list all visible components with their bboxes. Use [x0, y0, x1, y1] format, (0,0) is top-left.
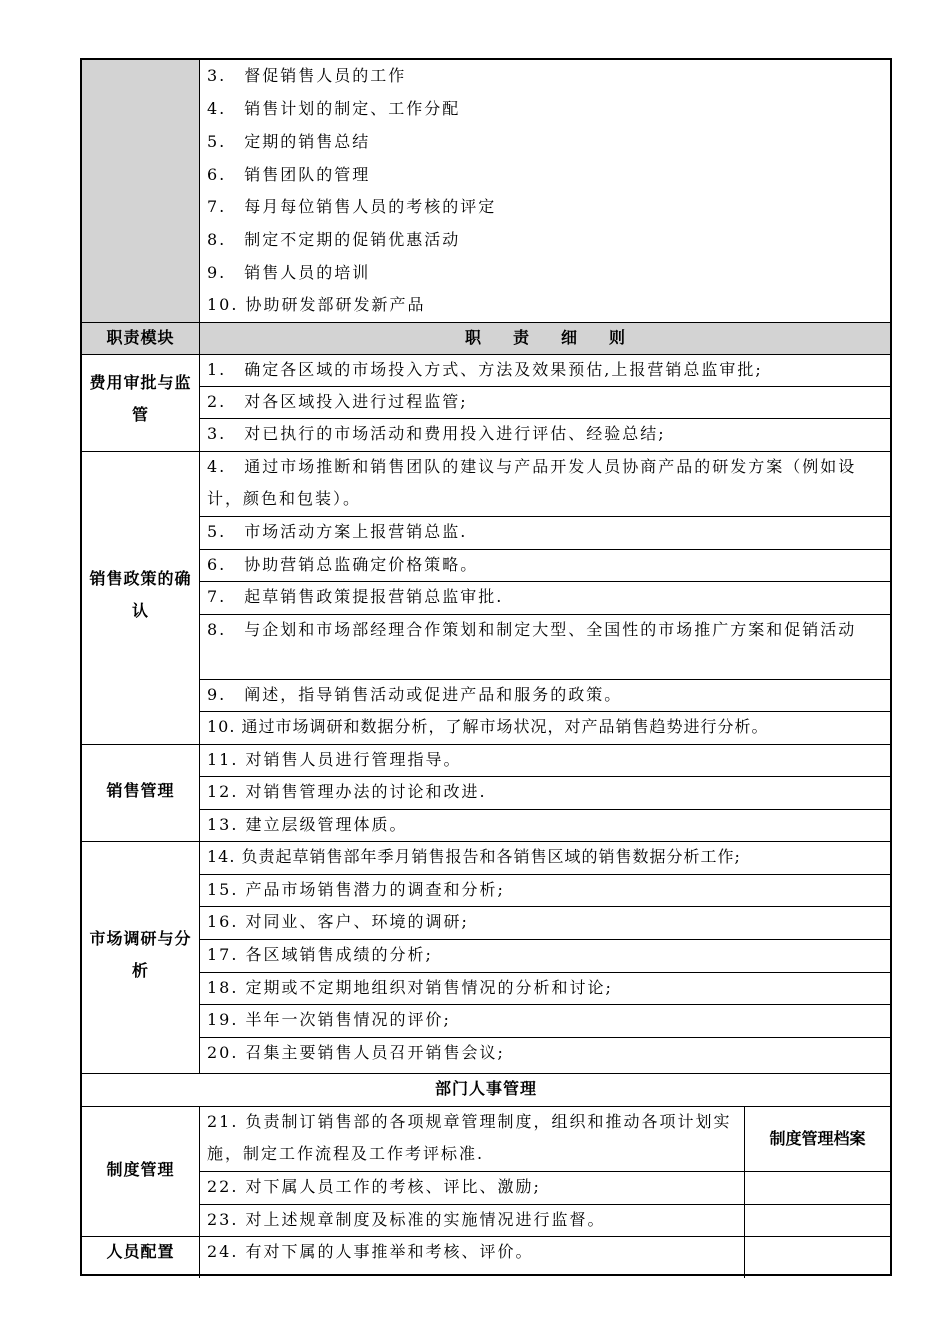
item-divider: [200, 1171, 890, 1172]
policy-item: 7. 起草销售政策提报营销总监审批.: [207, 587, 504, 606]
research-item: 19. 半年一次销售情况的评价;: [207, 1010, 451, 1029]
top-item: 4. 销售计划的制定、工作分配: [207, 99, 461, 118]
item-divider: [200, 939, 890, 940]
item-divider: [200, 386, 890, 387]
item-divider: [200, 711, 890, 712]
item-divider: [200, 614, 890, 615]
top-module-cell: [82, 60, 199, 322]
research-item: 14. 负责起草销售部年季月销售报告和各销售区域的销售数据分析工作;: [207, 847, 741, 866]
research-item: 20. 召集主要销售人员召开销售会议;: [207, 1043, 505, 1062]
item-divider: [200, 1004, 890, 1005]
row-divider: [82, 1236, 890, 1237]
row-divider: [82, 322, 890, 323]
module-fee: 费用审批与监管: [89, 373, 192, 424]
fee-item: 2. 对各区域投入进行过程监管;: [207, 392, 468, 411]
research-item: 17. 各区域销售成绩的分析;: [207, 945, 433, 964]
item-divider: [200, 516, 890, 517]
policy-item: 5. 市场活动方案上报营销总监.: [207, 522, 468, 541]
item-divider: [200, 972, 890, 973]
item-divider: [200, 1037, 890, 1038]
module-system: 制度管理: [106, 1160, 175, 1179]
policy-item: 4. 通过市场推断和销售团队的建议与产品开发人员协商产品的研发方案（例如设计，颜色和包装）。: [207, 457, 857, 508]
item-divider: [200, 809, 890, 810]
policy-item: 10. 通过市场调研和数据分析，了解市场状况，对产品销售趋势进行分析。: [207, 717, 769, 736]
research-item: 18. 定期或不定期地组织对销售情况的分析和讨论;: [207, 978, 613, 997]
research-item: 15. 产品市场销售潜力的调查和分析;: [207, 880, 505, 899]
row-divider: [82, 1106, 890, 1107]
fee-item: 3. 对已执行的市场活动和费用投入进行评估、经验总结;: [207, 424, 666, 443]
system-item: 23. 对上述规章制度及标准的实施情况进行监督。: [207, 1210, 606, 1229]
row-divider: [82, 451, 890, 452]
fee-item: 1. 确定各区域的市场投入方式、方法及效果预估,上报营销总监审批;: [207, 360, 763, 379]
module-policy: 销售政策的确认: [89, 569, 192, 620]
system-output: 制度管理档案: [769, 1129, 866, 1148]
staffing-item: 24. 有对下属的人事推举和考核、评价。: [207, 1242, 534, 1261]
job-description-table: [80, 58, 892, 1276]
row-divider: [82, 354, 890, 355]
header-detail-label: 职 责 细 则: [464, 328, 625, 347]
policy-item: 8. 与企划和市场部经理合作策划和制定大型、全国性的市场推广方案和促销活动: [207, 620, 857, 639]
row-divider: [82, 744, 890, 745]
module-column-divider: [199, 60, 200, 1073]
top-item: 6. 销售团队的管理: [207, 165, 371, 184]
top-item: 8. 制定不定期的促销优惠活动: [207, 230, 461, 249]
header-module-label: 职责模块: [106, 328, 175, 347]
top-item: 5. 定期的销售总结: [207, 132, 371, 151]
policy-item: 6. 协助营销总监确定价格策略。: [207, 555, 479, 574]
item-divider: [200, 679, 890, 680]
system-item: 21. 负责制订销售部的各项规章管理制度，组织和推动各项计划实施，制定工作流程及工作考评标准.: [207, 1112, 732, 1163]
module-research: 市场调研与分析: [89, 929, 192, 980]
sales-item: 12. 对销售管理办法的讨论和改进.: [207, 782, 487, 801]
top-item: 9. 销售人员的培训: [207, 263, 371, 282]
system-item: 22. 对下属人员工作的考核、评比、激励;: [207, 1177, 541, 1196]
row-divider: [82, 841, 890, 842]
module-column-divider: [199, 1106, 200, 1278]
section-title: 部门人事管理: [434, 1079, 537, 1098]
item-divider: [200, 1204, 890, 1205]
item-divider: [200, 874, 890, 875]
item-divider: [200, 776, 890, 777]
item-divider: [200, 581, 890, 582]
sales-item: 13. 建立层级管理体质。: [207, 815, 408, 834]
output-column-divider: [744, 1106, 745, 1278]
top-item: 10. 协助研发部研发新产品: [207, 295, 426, 314]
item-divider: [200, 549, 890, 550]
top-item: 3. 督促销售人员的工作: [207, 66, 407, 85]
top-item: 7. 每月每位销售人员的考核的评定: [207, 197, 497, 216]
policy-item: 9. 阐述，指导销售活动或促进产品和服务的政策。: [207, 685, 623, 704]
module-sales-mgmt: 销售管理: [106, 781, 175, 800]
row-divider: [82, 1073, 890, 1074]
item-divider: [200, 906, 890, 907]
sales-item: 11. 对销售人员进行管理指导。: [207, 750, 462, 769]
research-item: 16. 对同业、客户、环境的调研;: [207, 912, 469, 931]
module-staffing: 人员配置: [106, 1242, 175, 1261]
item-divider: [200, 418, 890, 419]
